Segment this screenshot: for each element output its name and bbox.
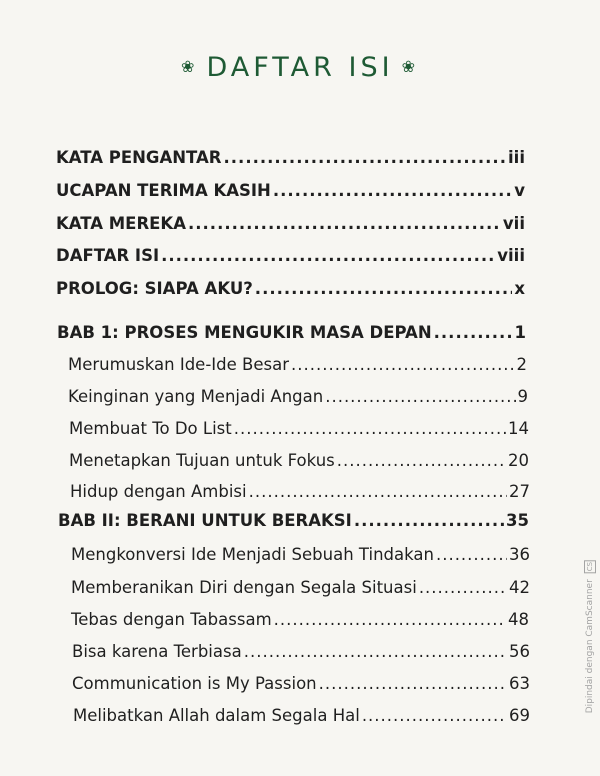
leader-dots xyxy=(255,279,513,298)
leader-dots xyxy=(319,674,507,693)
toc-page: 63 xyxy=(509,674,530,693)
toc-chapter-2 xyxy=(58,511,529,530)
toc-page: 36 xyxy=(509,545,530,564)
toc-label: KATA PENGANTAR xyxy=(56,148,222,167)
leader-dots xyxy=(273,181,512,200)
toc-page: 48 xyxy=(508,610,529,629)
clover-icon: ❀ xyxy=(181,57,199,76)
toc-entry-bab1-4 xyxy=(70,482,530,501)
toc-page: 56 xyxy=(509,642,530,661)
leader-dots xyxy=(419,578,507,597)
leader-dots xyxy=(337,451,506,470)
leader-dots xyxy=(434,323,513,342)
toc-entry-bab2-4 xyxy=(72,674,530,693)
leader-dots xyxy=(436,545,507,564)
chapter-page: 35 xyxy=(506,511,529,530)
toc-entry-front-2 xyxy=(56,214,525,233)
toc-entry-bab2-0 xyxy=(71,545,530,564)
chapter-page: 1 xyxy=(514,323,526,342)
toc-entry-front-3 xyxy=(56,246,525,265)
toc-page: vii xyxy=(502,214,525,233)
toc-label: KATA MEREKA xyxy=(56,214,186,233)
toc-entry-bab2-2 xyxy=(71,610,529,629)
toc-label: Merumuskan Ide-Ide Besar xyxy=(68,355,289,374)
chapter-label: BAB II: BERANI UNTUK BERAKSI xyxy=(58,511,352,530)
toc-label: DAFTAR ISI xyxy=(56,246,160,265)
toc-entry-bab1-2 xyxy=(69,419,529,438)
toc-entry-bab1-0 xyxy=(68,355,527,374)
toc-chapter-1 xyxy=(57,323,526,342)
toc-label: Keinginan yang Menjadi Angan xyxy=(68,387,324,406)
leader-dots xyxy=(244,642,507,661)
chapter-label: BAB 1: PROSES MENGUKIR MASA DEPAN xyxy=(57,323,432,342)
scanner-note-text: Dipindai dengan CamScanner xyxy=(585,579,595,714)
scanner-badge: CS xyxy=(586,562,594,572)
toc-entry-bab2-5 xyxy=(73,706,530,725)
toc-entry-front-1 xyxy=(56,181,525,200)
leader-dots xyxy=(161,246,495,265)
toc-label: Menetapkan Tujuan untuk Fokus xyxy=(69,451,335,470)
page-title xyxy=(0,52,600,83)
leader-dots xyxy=(362,706,507,725)
toc-page: 20 xyxy=(508,451,529,470)
toc-label: Memberanikan Diri dengan Segala Situasi xyxy=(71,578,417,597)
toc-entry-bab1-1 xyxy=(68,387,528,406)
toc-page: 14 xyxy=(508,419,529,438)
toc-page: viii xyxy=(497,246,525,265)
toc-page: 9 xyxy=(517,387,528,406)
leader-dots xyxy=(234,419,506,438)
toc-page: x xyxy=(514,279,525,298)
toc-entry-bab2-1 xyxy=(71,578,530,597)
toc-label: Mengkonversi Ide Menjadi Sebuah Tindakan xyxy=(71,545,434,564)
toc-page: 27 xyxy=(509,482,530,501)
toc-page: iii xyxy=(508,148,525,167)
title-text: DAFTAR ISI xyxy=(206,52,394,83)
toc-page: v xyxy=(514,181,525,200)
clover-icon: ❀ xyxy=(401,57,419,76)
leader-dots xyxy=(325,387,515,406)
toc-label: PROLOG: SIAPA AKU? xyxy=(56,279,253,298)
toc-label: UCAPAN TERIMA KASIH xyxy=(56,181,271,200)
leader-dots xyxy=(291,355,515,374)
leader-dots xyxy=(274,610,506,629)
leader-dots xyxy=(249,482,507,501)
toc-label: Tebas dengan Tabassam xyxy=(71,610,272,629)
toc-label: Communication is My Passion xyxy=(72,674,317,693)
toc-label: Membuat To Do List xyxy=(69,419,232,438)
toc-page: 69 xyxy=(509,706,530,725)
leader-dots xyxy=(354,511,504,530)
toc-entry-front-0 xyxy=(56,148,525,167)
toc-page: 42 xyxy=(509,578,530,597)
leader-dots xyxy=(188,214,501,233)
toc-page: 2 xyxy=(516,355,527,374)
toc-entry-bab1-3 xyxy=(69,451,529,470)
scanner-watermark xyxy=(584,560,596,713)
toc-entry-bab2-3 xyxy=(72,642,530,661)
toc-label: Melibatkan Allah dalam Segala Hal xyxy=(73,706,360,725)
toc-label: Bisa karena Terbiasa xyxy=(72,642,242,661)
toc-label: Hidup dengan Ambisi xyxy=(70,482,247,501)
leader-dots xyxy=(224,148,507,167)
toc-entry-front-4 xyxy=(56,279,525,298)
